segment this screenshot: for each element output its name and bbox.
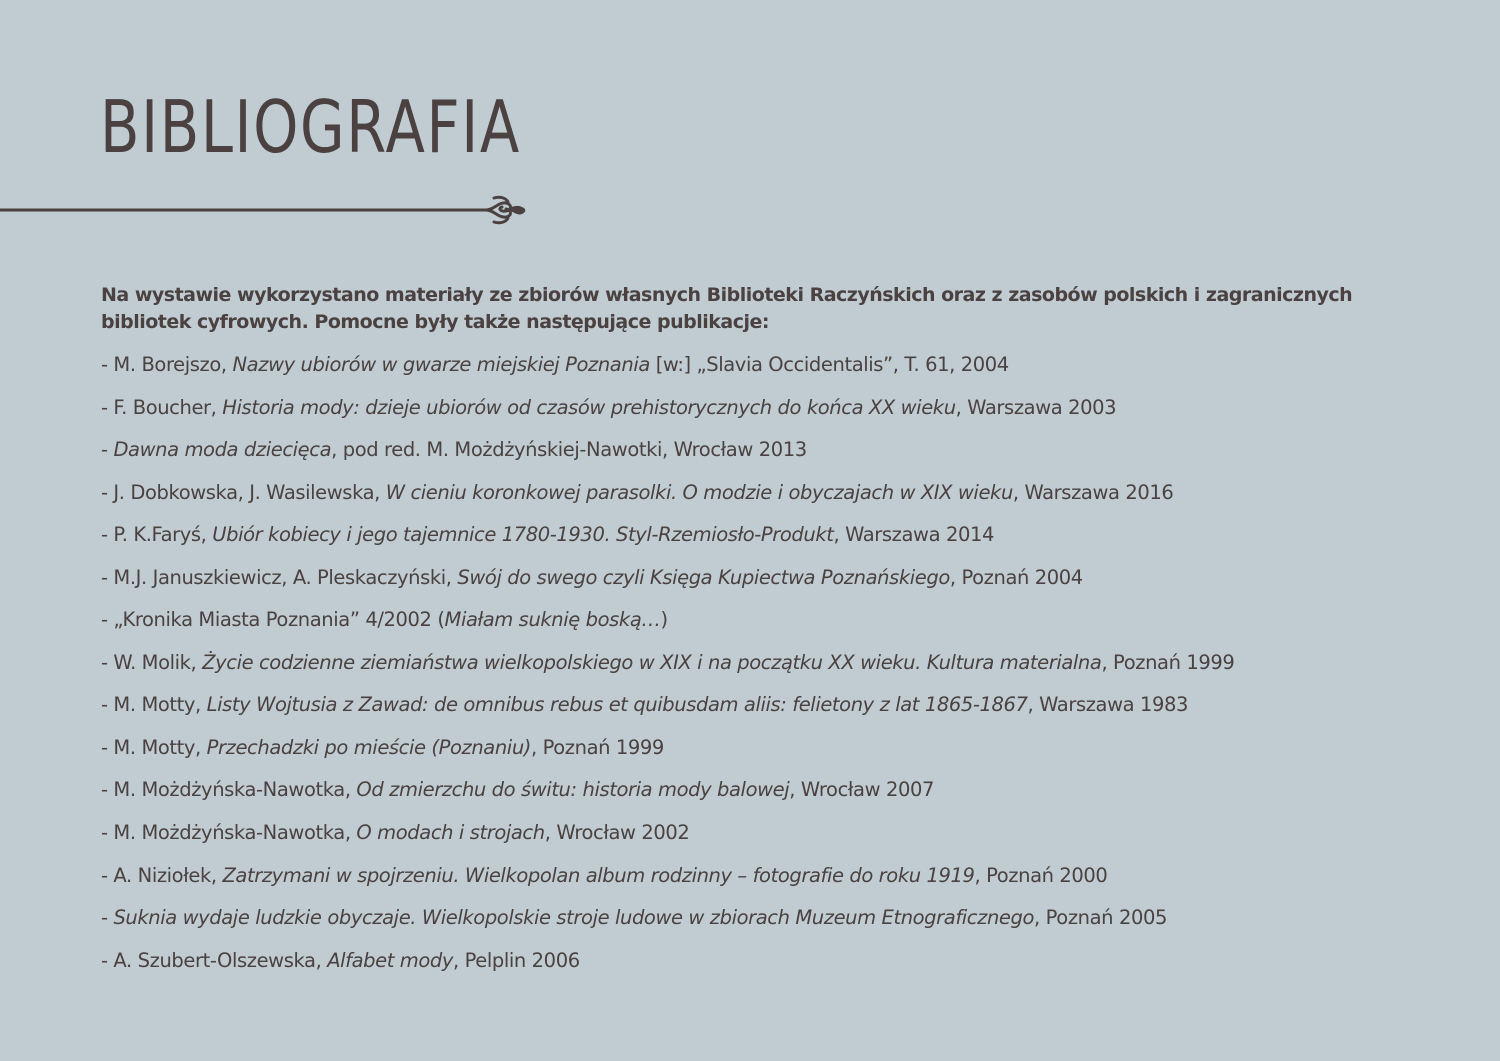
bibliography-entry	[101, 605, 1431, 648]
bibliography-entry	[101, 393, 1431, 436]
entry-publication-info: , pod red. M. Możdżyńskiej-Nawotki, Wrocław 2013	[331, 438, 807, 462]
entry-publication-info: [w:] „Slavia Occidentalis”, T. 61, 2004	[649, 353, 1009, 376]
bibliography-entry	[101, 775, 1431, 818]
bibliography-entry	[101, 690, 1431, 733]
bibliography-entry	[101, 818, 1431, 861]
entry-author: - M. Możdżyńska-Nawotka,	[101, 821, 357, 845]
entry-author: - A. Szubert-Olszewska,	[101, 948, 328, 972]
entry-publication-info: , Warszawa 2016	[1012, 480, 1174, 504]
entry-author: - J. Dobkowska, J. Wasilewska,	[101, 480, 386, 504]
entry-author: - M.J. Januszkiewicz, A. Pleskaczyński,	[101, 565, 458, 589]
entry-publication-info: , Warszawa 2003	[955, 395, 1117, 419]
entry-title: Zatrzymani w spojrzeniu. Wielkopolan album rodzinny – fotografie do roku 1919	[222, 863, 975, 887]
entry-author: - M. Możdżyńska-Nawotka,	[101, 778, 357, 802]
entry-title: Miałam suknię boską…	[444, 608, 661, 632]
entry-author: - F. Boucher,	[101, 395, 223, 419]
entry-publication-info: , Wrocław 2002	[544, 821, 690, 845]
entry-publication-info: , Pelplin 2006	[453, 948, 580, 972]
entry-publication-info: , Warszawa 1983	[1027, 693, 1189, 717]
entry-publication-info: , Poznań 2005	[1034, 906, 1167, 930]
entry-author: - M. Borejszo,	[101, 353, 233, 376]
bibliography-entry	[101, 520, 1431, 563]
entry-publication-info: , Poznań 1999	[1101, 650, 1235, 674]
entry-author: -	[101, 438, 114, 462]
bibliography-entry	[101, 648, 1431, 691]
bibliography-entry	[101, 946, 1431, 989]
entry-author: -	[101, 906, 114, 930]
entry-author: - „Kronika Miasta Poznania” 4/2002 (	[101, 608, 445, 632]
entry-title: Nazwy ubiorów w gwarze miejskiej Poznania	[232, 353, 650, 376]
entry-title: Listy Wojtusia z Zawad: de omnibus rebus et quibusdam aliis: felietony z lat 1865-1867	[206, 693, 1028, 717]
entry-author: - M. Motty,	[101, 735, 207, 759]
entry-title: O modach i strojach	[356, 821, 545, 845]
entry-title: Życie codzienne ziemiaństwa wielkopolskiego w XIX i na początku XX wieku. Kultura materialna	[202, 650, 1102, 674]
entry-title: Historia mody: dzieje ubiorów od czasów prehistorycznych do końca XX wieku	[222, 395, 956, 419]
entry-publication-info: )	[660, 608, 668, 632]
bibliography-list	[101, 350, 1431, 988]
bibliography-entry	[101, 350, 1431, 393]
entry-title: Suknia wydaje ludzkie obyczaje. Wielkopolskie stroje ludowe w zbiorach Muzeum Etnograficznego	[113, 906, 1035, 930]
entry-title: Dawna moda dziecięca	[113, 438, 332, 462]
entry-title: Swój do swego czyli Księga Kupiectwa Poznańskiego	[457, 565, 950, 589]
entry-title: Od zmierzchu do świtu: historia mody balowej	[356, 778, 790, 802]
entry-title: Ubiór kobiecy i jego tajemnice 1780-1930. Styl-Rzemiosło-Produkt	[212, 523, 834, 547]
entry-author: - M. Motty,	[101, 693, 207, 717]
entry-title: W cieniu koronkowej parasolki. O modzie i obyczajach w XIX wieku	[385, 480, 1013, 504]
bibliography-entry	[101, 563, 1431, 606]
entry-author: - A. Niziołek,	[101, 863, 223, 887]
entry-author: - W. Molik,	[101, 650, 203, 674]
entry-publication-info: , Wrocław 2007	[789, 778, 934, 802]
bibliography-entry	[101, 478, 1431, 521]
entry-publication-info: , Poznań 1999	[531, 735, 664, 759]
bibliography-entry	[101, 435, 1431, 478]
fleur-flourish-icon	[0, 190, 540, 230]
entry-publication-info: , Poznań 2004	[949, 565, 1083, 589]
entry-author: - P. K.Faryś,	[101, 523, 213, 547]
intro-paragraph: Na wystawie wykorzystano materiały ze zbiorów własnych Biblioteki Raczyńskich oraz z zasobów polskich i zagranicznych bibliotek cyfrowych. Pomocne były także następujące publikacje:	[101, 284, 1353, 333]
entry-title: Przechadzki po mieście (Poznaniu)	[206, 735, 531, 759]
bibliography-entry	[101, 861, 1431, 904]
bibliography-entry	[101, 903, 1431, 946]
bibliography-entry	[101, 733, 1431, 776]
entry-title: Alfabet mody	[327, 948, 454, 972]
page-title: BIBLIOGRAFIA	[100, 85, 521, 169]
entry-publication-info: , Warszawa 2014	[833, 523, 994, 547]
entry-publication-info: , Poznań 2000	[974, 863, 1108, 887]
